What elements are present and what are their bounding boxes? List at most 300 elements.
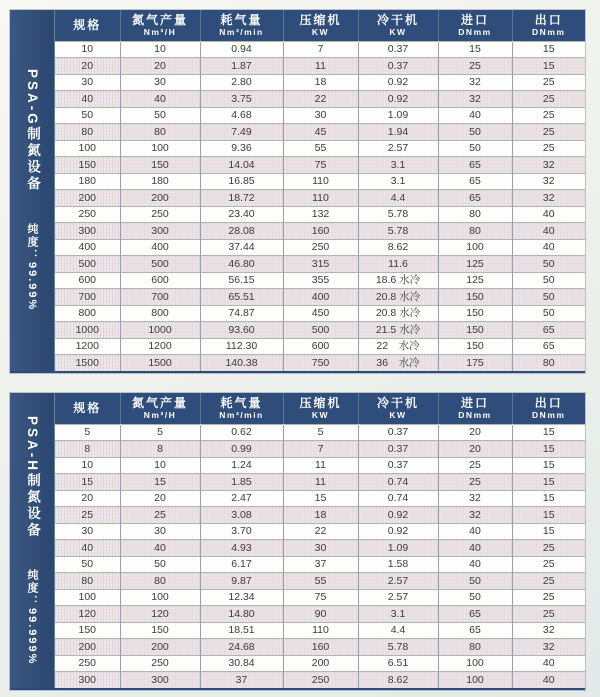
table-cell: 90 xyxy=(283,606,358,623)
table-cell: 400 xyxy=(55,239,120,256)
table-cell: 2.47 xyxy=(200,490,283,507)
table-cell: 500 xyxy=(55,256,120,273)
table-cell: 0.37 xyxy=(358,424,438,441)
column-unit: DNmm xyxy=(458,409,492,420)
column-header xyxy=(283,10,358,41)
table-cell: 800 xyxy=(120,305,200,322)
table-cell: 32 xyxy=(438,74,512,91)
table-cell: 2.80 xyxy=(200,74,283,91)
table-row xyxy=(55,272,585,289)
table-cell: 200 xyxy=(283,655,358,672)
table-cell: 5 xyxy=(283,424,358,441)
table-cell: 21.5 水冷 xyxy=(358,322,438,339)
table-row xyxy=(55,107,585,124)
table-cell: 65 xyxy=(438,173,512,190)
table-cell: 55 xyxy=(283,140,358,157)
table-cell: 250 xyxy=(120,206,200,223)
column-unit: DNmm xyxy=(458,26,492,37)
table-row xyxy=(55,41,585,58)
table-cell: 25 xyxy=(120,507,200,524)
table-cell: 0.92 xyxy=(358,74,438,91)
table-cell: 250 xyxy=(120,655,200,672)
table-cell: 7 xyxy=(283,41,358,58)
column-label: 压缩机 xyxy=(299,395,342,410)
table-row xyxy=(55,573,585,590)
table-cell: 15 xyxy=(512,457,585,474)
table-cell: 45 xyxy=(283,124,358,141)
column-header xyxy=(55,10,120,41)
table-cell: 32 xyxy=(438,91,512,108)
table-cell: 25 xyxy=(512,589,585,606)
table-cell: 15 xyxy=(512,58,585,75)
table-cell: 50 xyxy=(120,107,200,124)
table-cell: 18.6 水冷 xyxy=(358,272,438,289)
table-cell: 80 xyxy=(55,573,120,590)
table-cell: 100 xyxy=(438,655,512,672)
table-cell: 3.1 xyxy=(358,157,438,174)
table-cell: 750 xyxy=(283,355,358,372)
table-cell: 30 xyxy=(120,523,200,540)
table-cell: 65 xyxy=(512,338,585,355)
table-cell: 80 xyxy=(512,355,585,372)
table-cell: 11 xyxy=(283,58,358,75)
table-cell: 112.30 xyxy=(200,338,283,355)
table-cell: 700 xyxy=(55,289,120,306)
table-cell: 3.70 xyxy=(200,523,283,540)
table-cell: 20 xyxy=(55,490,120,507)
table-cell: 0.37 xyxy=(358,441,438,458)
table-cell: 50 xyxy=(512,305,585,322)
table-cell: 150 xyxy=(120,157,200,174)
table-cell: 1200 xyxy=(55,338,120,355)
table-row xyxy=(55,457,585,474)
table-row xyxy=(55,91,585,108)
table-cell: 50 xyxy=(512,289,585,306)
table-cell: 500 xyxy=(120,256,200,273)
table-cell: 1200 xyxy=(120,338,200,355)
table-cell: 65 xyxy=(438,190,512,207)
table-cell: 2.57 xyxy=(358,589,438,606)
table-cell: 30 xyxy=(283,107,358,124)
table-row xyxy=(55,239,585,256)
table-cell: 132 xyxy=(283,206,358,223)
table-cell: 65 xyxy=(438,622,512,639)
table-cell: 15 xyxy=(512,490,585,507)
table-cell: 15 xyxy=(120,474,200,491)
column-header xyxy=(200,10,283,41)
table-cell: 8 xyxy=(120,441,200,458)
table-cell: 20 xyxy=(438,424,512,441)
table-cell: 1500 xyxy=(55,355,120,372)
table-cell: 11 xyxy=(283,457,358,474)
column-label: 规格 xyxy=(73,400,102,415)
table-cell: 150 xyxy=(55,157,120,174)
column-unit: KW xyxy=(311,26,330,37)
table-cell: 200 xyxy=(120,639,200,656)
table-cell: 1.85 xyxy=(200,474,283,491)
table-cell: 18.51 xyxy=(200,622,283,639)
column-header xyxy=(438,10,512,41)
column-header xyxy=(358,10,438,41)
column-label: 进口 xyxy=(460,12,489,27)
table-cell: 20 xyxy=(438,441,512,458)
table-cell: 40 xyxy=(55,540,120,557)
column-header xyxy=(200,393,283,424)
psa-g-table-header xyxy=(55,10,585,41)
table-cell: 9.87 xyxy=(200,573,283,590)
table-cell: 6.51 xyxy=(358,655,438,672)
table-cell: 93.60 xyxy=(200,322,283,339)
table-cell: 50 xyxy=(438,573,512,590)
table-cell: 700 xyxy=(120,289,200,306)
table-cell: 80 xyxy=(55,124,120,141)
table-cell: 55 xyxy=(283,573,358,590)
table-row xyxy=(55,206,585,223)
table-cell: 25 xyxy=(512,540,585,557)
table-cell: 0.37 xyxy=(358,457,438,474)
table-cell: 32 xyxy=(512,157,585,174)
table-cell: 18 xyxy=(283,74,358,91)
table-cell: 2.57 xyxy=(358,140,438,157)
table-row xyxy=(55,74,585,91)
column-label: 冷干机 xyxy=(376,395,419,410)
table-cell: 150 xyxy=(438,305,512,322)
psa-h-purity-label: 纯度：99.999% xyxy=(26,568,38,666)
table-cell: 37 xyxy=(283,556,358,573)
table-cell: 80 xyxy=(120,573,200,590)
table-cell: 15 xyxy=(512,507,585,524)
column-label: 规格 xyxy=(73,17,102,32)
table-cell: 5 xyxy=(55,424,120,441)
table-cell: 36 水冷 xyxy=(358,355,438,372)
column-header xyxy=(120,10,200,41)
table-row xyxy=(55,305,585,322)
table-cell: 10 xyxy=(120,457,200,474)
table-row xyxy=(55,157,585,174)
column-unit: DNmm xyxy=(532,26,566,37)
table-row xyxy=(55,338,585,355)
table-cell: 0.94 xyxy=(200,41,283,58)
table-cell: 30 xyxy=(283,540,358,557)
table-cell: 1.87 xyxy=(200,58,283,75)
table-cell: 40 xyxy=(512,223,585,240)
table-cell: 25 xyxy=(55,507,120,524)
table-cell: 65.51 xyxy=(200,289,283,306)
psa-g-spec-table xyxy=(55,10,585,371)
table-cell: 14.04 xyxy=(200,157,283,174)
table-cell: 40 xyxy=(120,91,200,108)
table-cell: 20.8 水冷 xyxy=(358,305,438,322)
table-cell: 37.44 xyxy=(200,239,283,256)
table-cell: 110 xyxy=(283,190,358,207)
table-cell: 18.72 xyxy=(200,190,283,207)
table-cell: 150 xyxy=(438,322,512,339)
table-row xyxy=(55,173,585,190)
table-row xyxy=(55,190,585,207)
table-cell: 32 xyxy=(512,190,585,207)
psa-g-table-body xyxy=(55,41,585,371)
column-header xyxy=(512,393,585,424)
table-cell: 3.1 xyxy=(358,173,438,190)
column-label: 氮气产量 xyxy=(131,12,188,27)
table-cell: 300 xyxy=(120,672,200,689)
table-cell: 25 xyxy=(438,457,512,474)
column-unit: Nm³/H xyxy=(143,26,177,37)
table-cell: 800 xyxy=(55,305,120,322)
table-row xyxy=(55,140,585,157)
table-cell: 0.74 xyxy=(358,474,438,491)
table-cell: 160 xyxy=(283,223,358,240)
table-cell: 3.08 xyxy=(200,507,283,524)
column-unit: KW xyxy=(389,26,407,37)
table-cell: 1.09 xyxy=(358,540,438,557)
table-cell: 15 xyxy=(438,41,512,58)
table-cell: 400 xyxy=(283,289,358,306)
table-cell: 46.80 xyxy=(200,256,283,273)
table-cell: 10 xyxy=(55,41,120,58)
table-row xyxy=(55,355,585,372)
column-unit: Nm³/H xyxy=(143,409,177,420)
table-cell: 120 xyxy=(120,606,200,623)
table-cell: 15 xyxy=(512,424,585,441)
table-cell: 40 xyxy=(512,206,585,223)
column-unit: KW xyxy=(389,409,407,420)
table-cell: 11.6 xyxy=(358,256,438,273)
table-cell: 25 xyxy=(512,74,585,91)
table-row xyxy=(55,540,585,557)
table-cell: 16.85 xyxy=(200,173,283,190)
table-row xyxy=(55,507,585,524)
table-cell: 150 xyxy=(55,622,120,639)
table-cell: 0.37 xyxy=(358,41,438,58)
table-cell: 80 xyxy=(438,206,512,223)
column-label: 耗气量 xyxy=(220,12,263,27)
table-cell: 250 xyxy=(55,206,120,223)
table-cell: 40 xyxy=(438,523,512,540)
psa-g-side-rail xyxy=(10,10,55,371)
table-cell: 32 xyxy=(438,490,512,507)
table-cell: 65 xyxy=(512,322,585,339)
table-cell: 100 xyxy=(55,140,120,157)
table-cell: 50 xyxy=(512,272,585,289)
table-cell: 160 xyxy=(283,639,358,656)
table-cell: 7 xyxy=(283,441,358,458)
table-cell: 23.40 xyxy=(200,206,283,223)
table-cell: 600 xyxy=(283,338,358,355)
table-cell: 15 xyxy=(55,474,120,491)
table-cell: 0.92 xyxy=(358,507,438,524)
table-cell: 40 xyxy=(512,672,585,689)
table-cell: 200 xyxy=(55,190,120,207)
table-cell: 74.87 xyxy=(200,305,283,322)
table-cell: 40 xyxy=(438,107,512,124)
table-cell: 32 xyxy=(512,173,585,190)
table-cell: 25 xyxy=(438,474,512,491)
table-cell: 8 xyxy=(55,441,120,458)
table-cell: 32 xyxy=(512,639,585,656)
table-cell: 30 xyxy=(55,74,120,91)
table-cell: 20 xyxy=(55,58,120,75)
psa-h-spec-table-section xyxy=(10,393,585,690)
table-cell: 0.74 xyxy=(358,490,438,507)
table-row xyxy=(55,606,585,623)
table-cell: 80 xyxy=(438,223,512,240)
table-cell: 8.62 xyxy=(358,239,438,256)
table-cell: 0.92 xyxy=(358,91,438,108)
column-label: 进口 xyxy=(460,395,489,410)
psa-g-spec-table-section xyxy=(10,10,585,373)
table-cell: 4.4 xyxy=(358,622,438,639)
table-row xyxy=(55,556,585,573)
column-label: 氮气产量 xyxy=(131,395,188,410)
column-unit: Nm³/min xyxy=(219,409,264,420)
table-cell: 150 xyxy=(438,289,512,306)
table-cell: 15 xyxy=(512,474,585,491)
table-cell: 8.62 xyxy=(358,672,438,689)
table-cell: 25 xyxy=(512,606,585,623)
table-cell: 30 xyxy=(120,74,200,91)
table-cell: 22 xyxy=(283,91,358,108)
table-cell: 11 xyxy=(283,474,358,491)
table-cell: 1500 xyxy=(120,355,200,372)
table-cell: 25 xyxy=(512,556,585,573)
table-cell: 110 xyxy=(283,622,358,639)
table-cell: 12.34 xyxy=(200,589,283,606)
psa-h-side-rail xyxy=(10,393,55,688)
table-cell: 600 xyxy=(55,272,120,289)
table-cell: 25 xyxy=(512,124,585,141)
table-cell: 75 xyxy=(283,157,358,174)
table-cell: 1000 xyxy=(55,322,120,339)
table-cell: 50 xyxy=(438,589,512,606)
table-cell: 250 xyxy=(283,672,358,689)
table-cell: 25 xyxy=(438,58,512,75)
table-cell: 600 xyxy=(120,272,200,289)
column-label: 出口 xyxy=(534,12,563,27)
table-cell: 30 xyxy=(55,523,120,540)
column-label: 耗气量 xyxy=(220,395,263,410)
table-cell: 25 xyxy=(512,91,585,108)
table-row xyxy=(55,589,585,606)
table-row xyxy=(55,655,585,672)
psa-g-purity-label: 纯度：99.99% xyxy=(26,223,38,312)
table-cell: 300 xyxy=(55,672,120,689)
table-cell: 100 xyxy=(120,589,200,606)
table-cell: 355 xyxy=(283,272,358,289)
table-cell: 150 xyxy=(120,622,200,639)
table-cell: 2.57 xyxy=(358,573,438,590)
column-header xyxy=(55,393,120,424)
table-cell: 100 xyxy=(438,672,512,689)
table-cell: 100 xyxy=(438,239,512,256)
table-cell: 9.36 xyxy=(200,140,283,157)
table-cell: 50 xyxy=(438,140,512,157)
table-cell: 0.99 xyxy=(200,441,283,458)
table-cell: 250 xyxy=(283,239,358,256)
table-cell: 15 xyxy=(512,41,585,58)
table-cell: 180 xyxy=(55,173,120,190)
table-cell: 50 xyxy=(438,124,512,141)
table-cell: 56.15 xyxy=(200,272,283,289)
column-header xyxy=(120,393,200,424)
column-header xyxy=(283,393,358,424)
table-cell: 6.17 xyxy=(200,556,283,573)
table-cell: 25 xyxy=(512,107,585,124)
table-cell: 50 xyxy=(55,107,120,124)
table-cell: 100 xyxy=(120,140,200,157)
table-cell: 200 xyxy=(120,190,200,207)
table-cell: 25 xyxy=(512,573,585,590)
table-row xyxy=(55,441,585,458)
column-unit: Nm³/min xyxy=(219,26,264,37)
table-cell: 50 xyxy=(120,556,200,573)
table-row xyxy=(55,474,585,491)
table-cell: 80 xyxy=(438,639,512,656)
column-label: 出口 xyxy=(534,395,563,410)
table-cell: 110 xyxy=(283,173,358,190)
table-cell: 300 xyxy=(120,223,200,240)
table-cell: 37 xyxy=(200,672,283,689)
table-row xyxy=(55,289,585,306)
table-cell: 75 xyxy=(283,589,358,606)
table-cell: 30.84 xyxy=(200,655,283,672)
table-cell: 315 xyxy=(283,256,358,273)
table-row xyxy=(55,322,585,339)
table-row xyxy=(55,523,585,540)
column-label: 冷干机 xyxy=(376,12,419,27)
table-cell: 125 xyxy=(438,256,512,273)
table-row xyxy=(55,672,585,689)
table-cell: 500 xyxy=(283,322,358,339)
table-cell: 150 xyxy=(438,338,512,355)
table-cell: 20 xyxy=(120,58,200,75)
table-cell: 0.62 xyxy=(200,424,283,441)
table-cell: 22 水冷 xyxy=(358,338,438,355)
table-cell: 5.78 xyxy=(358,223,438,240)
column-unit: DNmm xyxy=(532,409,566,420)
table-cell: 18 xyxy=(283,507,358,524)
table-cell: 300 xyxy=(55,223,120,240)
table-row xyxy=(55,124,585,141)
table-cell: 5.78 xyxy=(358,206,438,223)
header-row xyxy=(55,393,585,424)
table-cell: 1.58 xyxy=(358,556,438,573)
table-cell: 22 xyxy=(283,523,358,540)
table-row xyxy=(55,490,585,507)
table-cell: 10 xyxy=(120,41,200,58)
table-cell: 65 xyxy=(438,157,512,174)
table-cell: 15 xyxy=(512,441,585,458)
table-cell: 180 xyxy=(120,173,200,190)
table-cell: 3.75 xyxy=(200,91,283,108)
table-cell: 1000 xyxy=(120,322,200,339)
table-cell: 7.49 xyxy=(200,124,283,141)
table-cell: 1.09 xyxy=(358,107,438,124)
table-cell: 50 xyxy=(512,256,585,273)
table-cell: 15 xyxy=(283,490,358,507)
table-row xyxy=(55,58,585,75)
table-cell: 140.38 xyxy=(200,355,283,372)
table-cell: 1.24 xyxy=(200,457,283,474)
table-cell: 25 xyxy=(512,140,585,157)
table-cell: 24.68 xyxy=(200,639,283,656)
table-cell: 50 xyxy=(55,556,120,573)
table-cell: 0.92 xyxy=(358,523,438,540)
table-cell: 120 xyxy=(55,606,120,623)
table-cell: 0.37 xyxy=(358,58,438,75)
psa-h-spec-table xyxy=(55,393,585,688)
table-cell: 40 xyxy=(512,239,585,256)
